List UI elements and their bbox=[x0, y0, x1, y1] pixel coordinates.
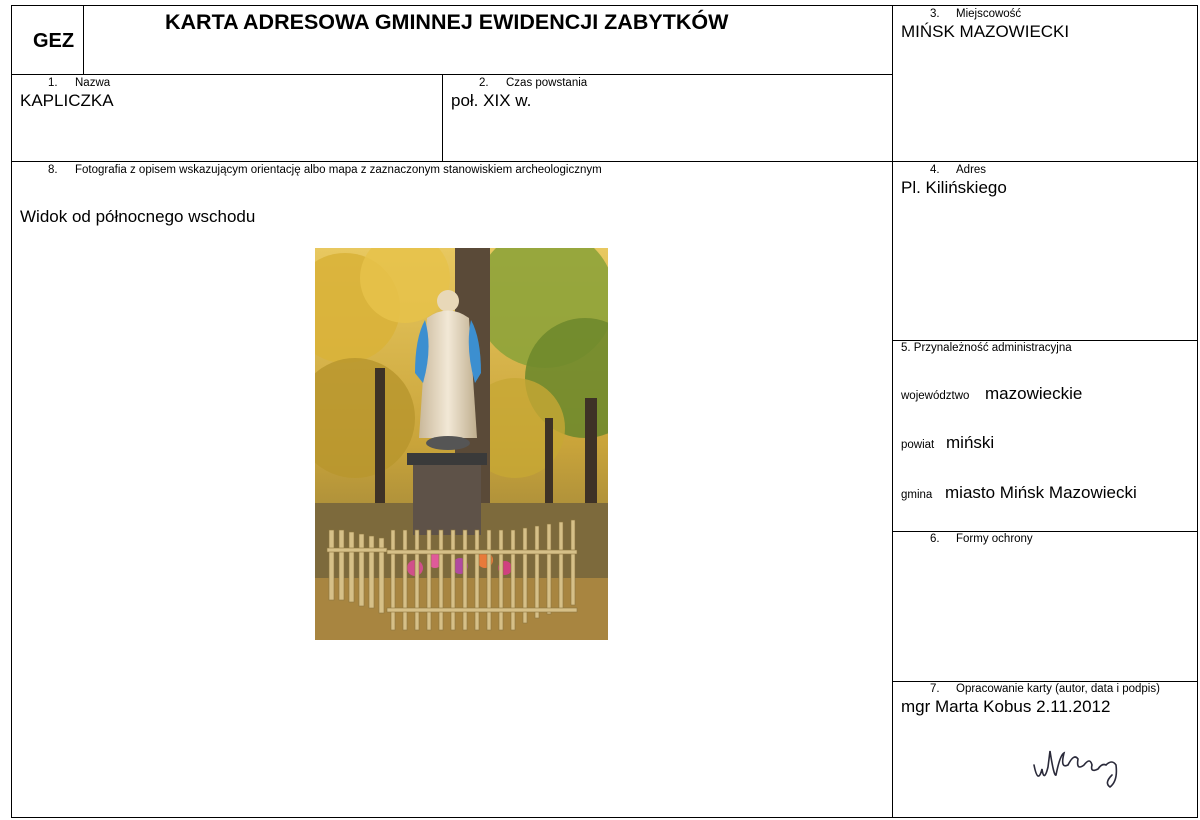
author-value: mgr Marta Kobus 2.11.2012 bbox=[901, 697, 1111, 716]
date-num: 2. bbox=[479, 77, 489, 89]
voivodeship-label: województwo bbox=[901, 390, 970, 402]
card-code: GEZ bbox=[33, 30, 75, 52]
date-value: poł. XIX w. bbox=[451, 91, 532, 110]
card-title: KARTA ADRESOWA GMINNEJ EWIDENCJI ZABYTKÓW bbox=[165, 10, 729, 34]
name-value: KAPLICZKA bbox=[20, 91, 114, 110]
signature bbox=[1020, 725, 1135, 795]
name-num: 1. bbox=[48, 77, 58, 89]
photo-label: Fotografia z opisem wskazującym orientację albo mapa z zaznaczonym stanowiskiem archeologicznym bbox=[75, 164, 602, 176]
statue-photo bbox=[315, 248, 608, 640]
commune-label: gmina bbox=[901, 489, 933, 501]
author-num: 7. bbox=[930, 683, 940, 695]
locality-value: MIŃSK MAZOWIECKI bbox=[901, 22, 1070, 41]
protection-cell bbox=[892, 531, 1198, 682]
date-label: Czas powstania bbox=[506, 77, 588, 89]
protection-num: 6. bbox=[930, 533, 940, 545]
address-label: Adres bbox=[956, 164, 987, 176]
author-label: Opracowanie karty (autor, data i podpis) bbox=[956, 683, 1160, 695]
voivodeship-value: mazowieckie bbox=[985, 384, 1083, 403]
locality-num: 3. bbox=[930, 8, 940, 20]
photo-caption: Widok od północnego wschodu bbox=[20, 207, 256, 226]
locality-label: Miejscowość bbox=[956, 8, 1022, 20]
county-label: powiat bbox=[901, 439, 935, 451]
address-value: Pl. Kilińskiego bbox=[901, 178, 1007, 197]
admin-label: 5. Przynależność administracyjna bbox=[901, 342, 1072, 354]
photo-num: 8. bbox=[48, 164, 58, 176]
address-num: 4. bbox=[930, 164, 940, 176]
commune-value: miasto Mińsk Mazowiecki bbox=[945, 483, 1137, 502]
admin-cell bbox=[892, 340, 1198, 532]
protection-label: Formy ochrony bbox=[956, 533, 1033, 545]
name-label: Nazwa bbox=[75, 77, 111, 89]
county-value: miński bbox=[946, 433, 995, 452]
